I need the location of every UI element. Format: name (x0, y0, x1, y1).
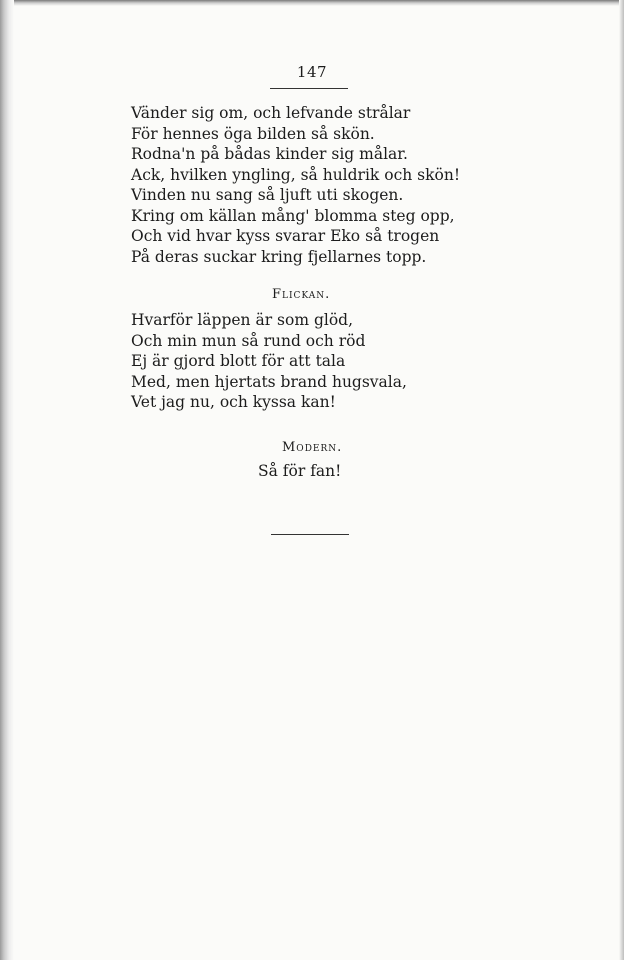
reply-line: Så för fan! (258, 462, 342, 480)
speaker-heading-flickan: Flickan. (272, 287, 331, 302)
verse-line: Ack, hvilken yngling, så huldrik och skön! (131, 165, 461, 184)
verse-line: Ej är gjord blott för att tala (131, 352, 346, 370)
verse-line: Vinden nu sang så ljuft uti skogen. (131, 186, 404, 204)
verse-line: Vet jag nu, och kyssa kan! (131, 393, 336, 411)
verse-line: Och min mun så rund och röd (131, 331, 366, 350)
verse-line: Kring om källan mång' blomma steg opp, (131, 206, 455, 225)
scan-binding-edge (0, 0, 14, 960)
speaker-heading-modern: Modern. (282, 440, 343, 455)
end-rule (271, 534, 349, 535)
verse-stanza-2 (131, 310, 407, 413)
verse-line: Rodna'n på bådas kinder sig målar. (131, 145, 408, 163)
scan-top-edge (0, 0, 624, 6)
verse-line: Med, men hjertats brand hugsvala, (131, 372, 407, 391)
scan-right-edge (619, 0, 624, 960)
page-number-rule (270, 88, 348, 89)
verse-line: På deras suckar kring fjellarnes topp. (131, 247, 427, 266)
verse-line: Vänder sig om, och lefvande strålar (131, 104, 411, 122)
verse-line: Och vid hvar kyss svarar Eko så trogen (131, 227, 440, 245)
verse-line: Hvarför läppen är som glöd, (131, 311, 354, 329)
verse-stanza-1 (131, 103, 460, 267)
page-number: 147 (296, 63, 328, 81)
verse-line: För hennes öga bilden så skön. (131, 124, 375, 143)
